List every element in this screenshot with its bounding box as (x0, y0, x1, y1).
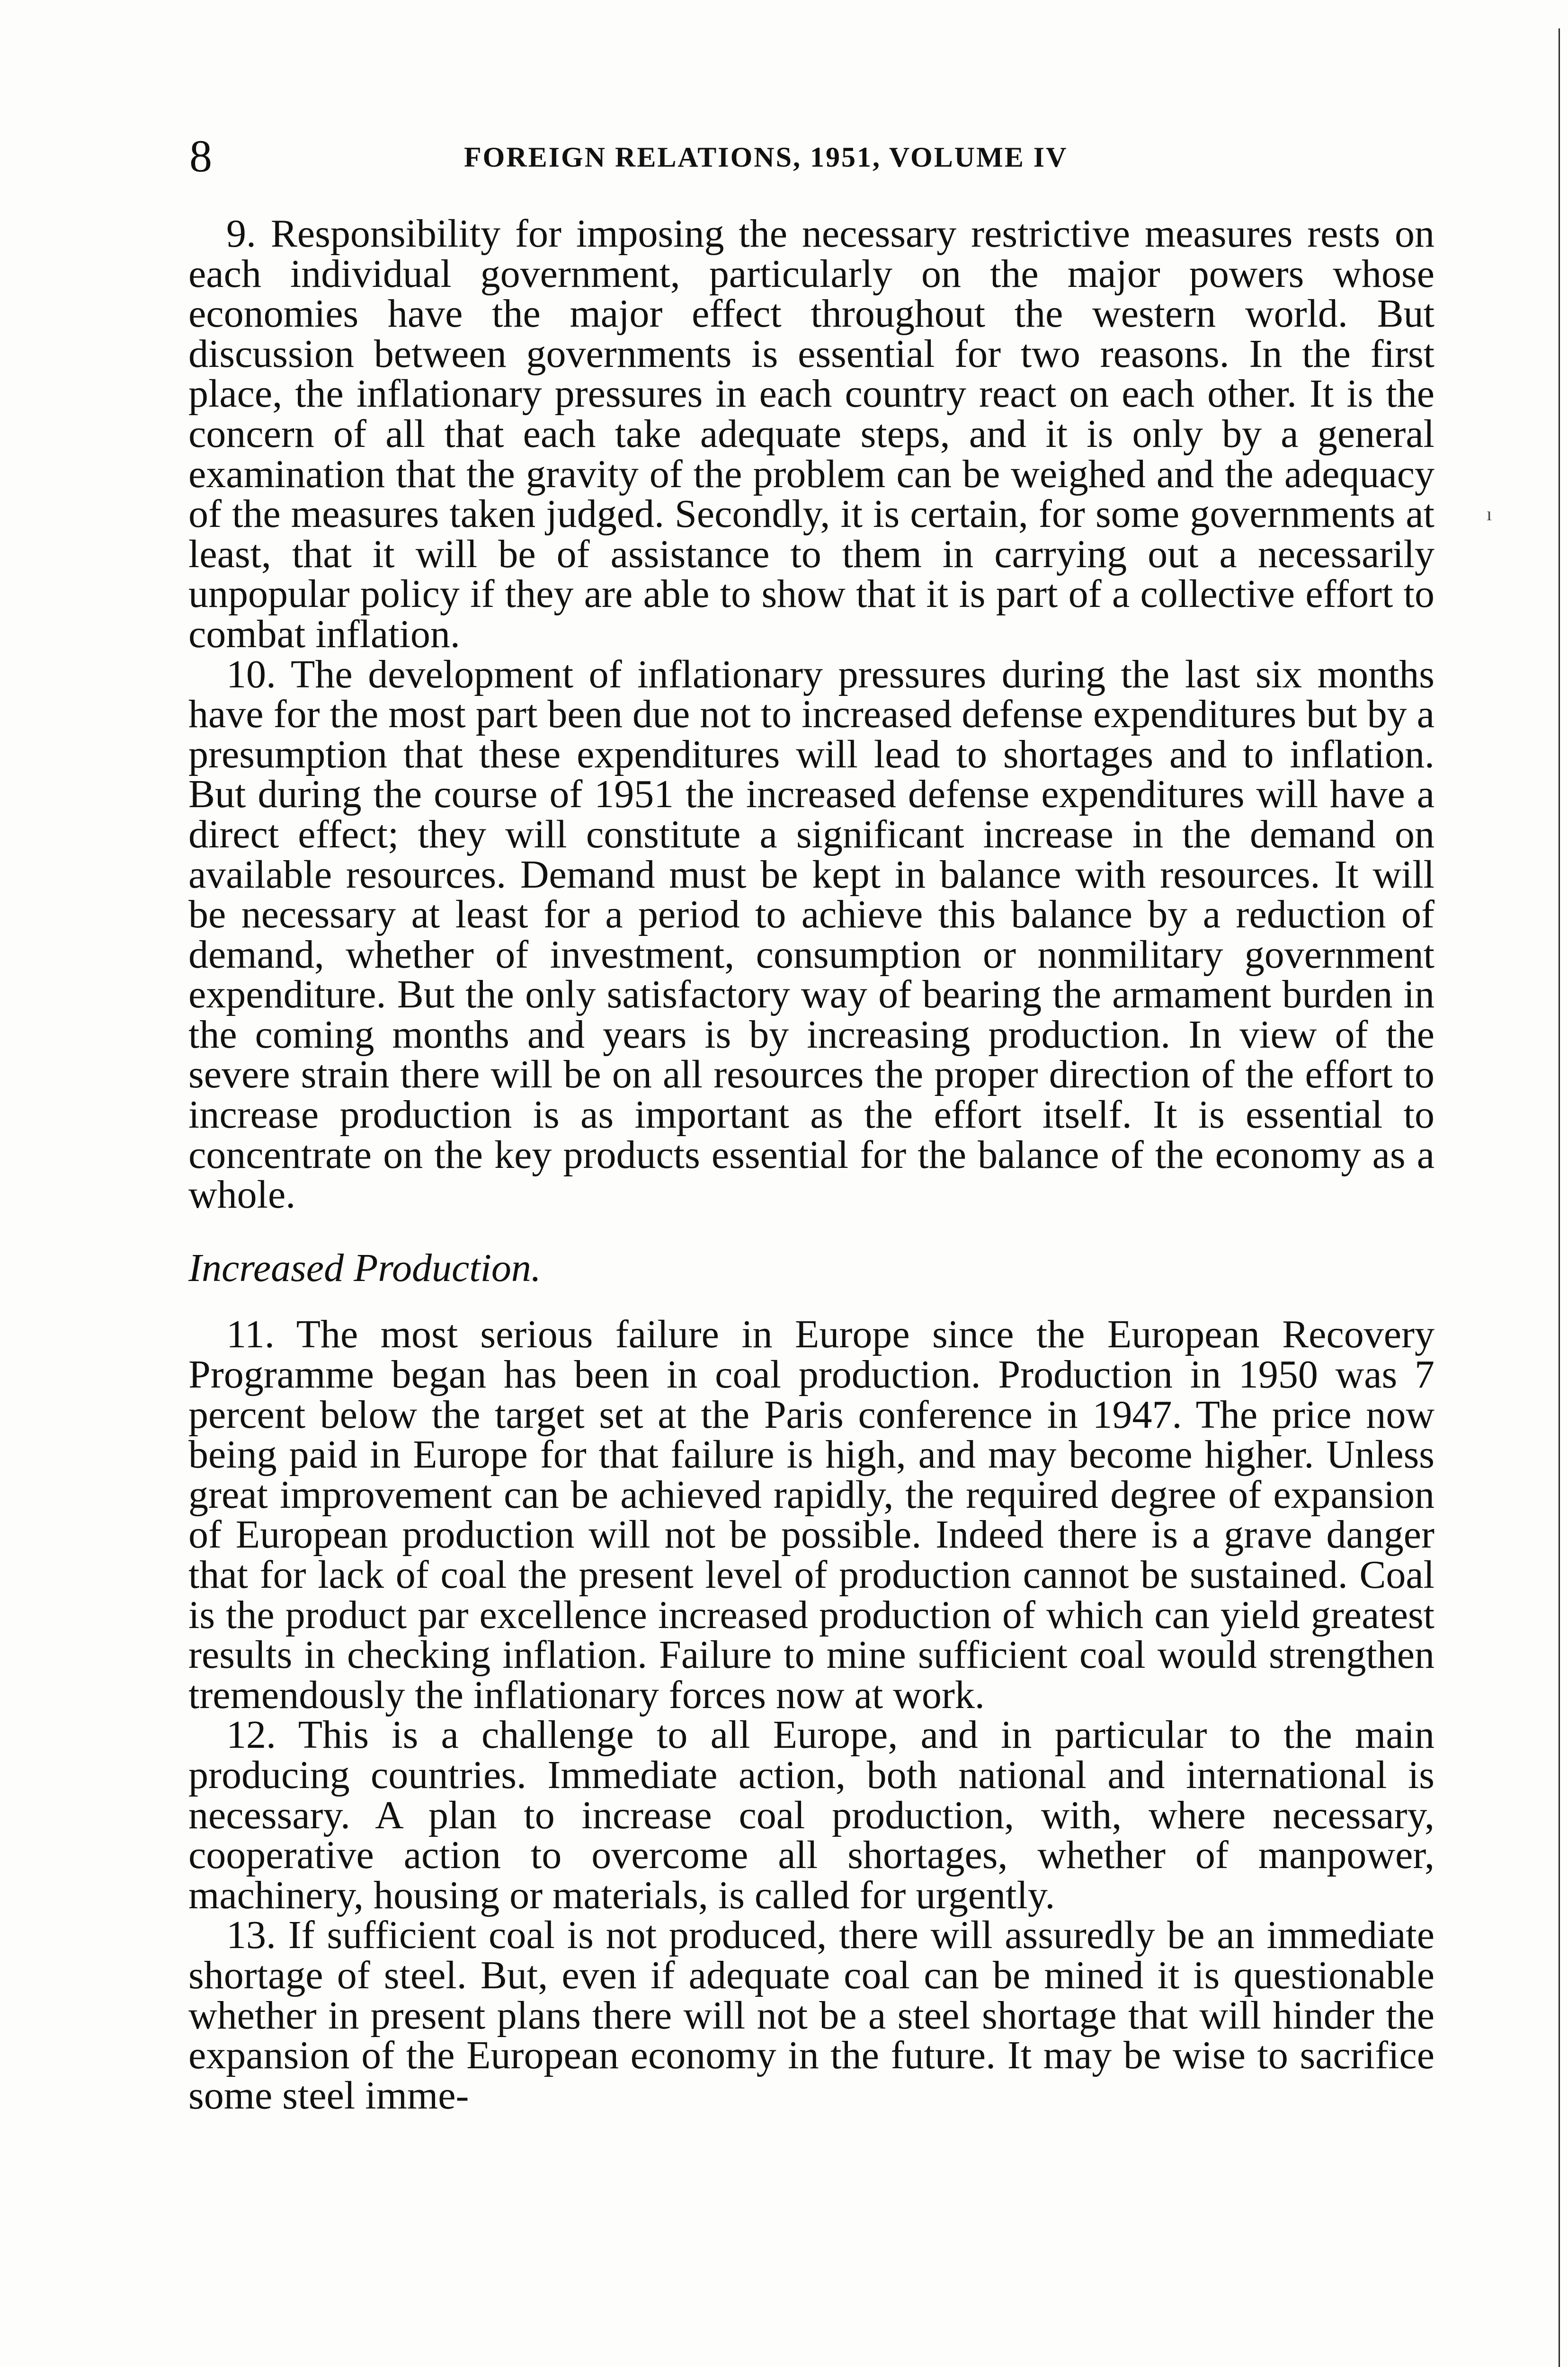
paragraph-9: 9. Responsibility for imposing the necessary restrictive measures rests on each individual government, particularly on the major powers whose economies have the major effect throughout the western world. But discussion between governments is essential for two reasons. In the first place, the inflationary pressures in each country react on each other. It is the concern of all that each take adequate steps, and it is only by a general examination that the gravity of the problem can be weighed and the adequacy of the measures taken judged. Secondly, it is certain, for some governments at least, that it will be of assistance to them in carrying out a necessarily unpopular policy if they are able to show that it is part of a collective effort to combat inflation. (188, 212, 1434, 656)
paragraph-12: 12. This is a challenge to all Europe, and in particular to the main producing countries. Immediate action, both national and international is necessary. A plan to increase coal production, with, where necessary, cooperative action to overcome all shortages, whether of manpower, machinery, housing or materials, is called for urgently. (188, 1713, 1434, 1917)
page-edge-rule (1559, 28, 1560, 2367)
paragraph-11: 11. The most serious failure in Europe since the European Recovery Programme began has been in coal production. Production in 1950 was 7 percent below the target set at the Paris conference in 1947. The price now being paid in Europe for that failure is high, and may become higher. Unless great improvement can be achieved rapidly, the required degree of expansion of European production will not be possible. Indeed there is a grave danger that for lack of coal the present level of production cannot be sustained. Coal is the product par excellence increased production of which can yield greatest results in checking inflation. Failure to mine sufficient coal would strengthen tremendously the inflationary forces now at work. (188, 1312, 1434, 1717)
section-heading: Increased Production. (188, 1246, 541, 1290)
paragraph-10: 10. The development of inflationary pressures during the last six months have for the most part been due not to increased defense expenditures but by a presumption that these expenditures will lead to shortages and to inflation. But during the course of 1951 the increased defense expenditures will have a direct effect; they will constitute a significant increase in the demand on available resources. Demand must be kept in balance with resources. It will be necessary at least for a period to achieve this balance by a reduction of demand, whether of investment, consumption or nonmilitary government expenditure. But the only satisfactory way of bearing the armament burden in the coming months and years is by increasing production. In view of the severe strain there will be on all resources the proper direction of the effort to increase production is as important as the effort itself. It is essential to concentrate on the key products essential for the balance of the economy as a whole. (188, 652, 1434, 1217)
margin-mark: ı (1487, 503, 1492, 525)
paragraph-13: 13. If sufficient coal is not produced, there will assuredly be an immediate shortage of steel. But, even if adequate coal can be mined it is questionable whether in present plans there will not be a steel shortage that will hinder the expansion of the European economy in the future. It may be wise to sacrifice some steel imme- (188, 1913, 1434, 2118)
body-text (188, 214, 1434, 2116)
page-header (185, 128, 1434, 185)
running-title: FOREIGN RELATIONS, 1951, VOLUME IV (464, 142, 1068, 173)
page-number: 8 (189, 131, 212, 181)
